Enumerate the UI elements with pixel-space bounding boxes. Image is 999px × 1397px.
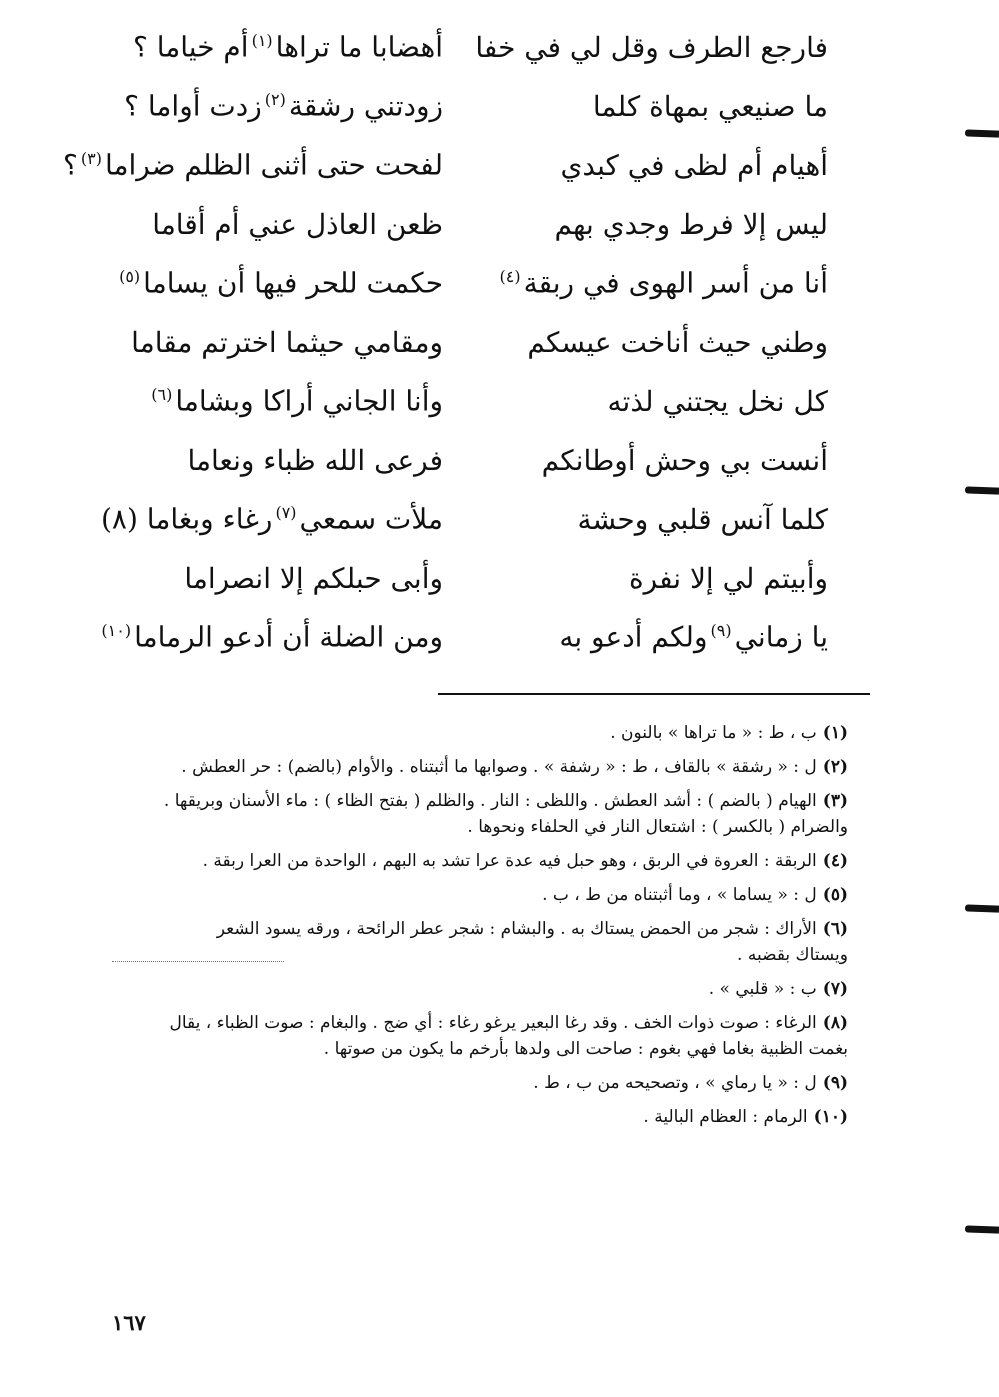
footnote-reference: (٣) (80, 149, 102, 169)
binding-mark (965, 129, 999, 137)
footnote-reference: (٤) (499, 267, 521, 287)
hemistich-text: يا زماني (734, 620, 828, 654)
footnote (104, 882, 848, 908)
footnote-text: ل : « يا رماي » ، وتصحيحه من ب ، ط . (533, 1073, 817, 1093)
binding-mark (965, 486, 999, 494)
verse-line (98, 18, 828, 77)
footnote-text: ب : « قلبي » . (708, 979, 817, 999)
second-hemistich (62, 148, 443, 182)
footnote-text: ب ، ط : « ما تراها » بالنون . (610, 723, 817, 743)
footnote-text: ل : « يساما » ، وما أثبتناه من ط ، ب . (542, 885, 817, 905)
footnote (104, 976, 848, 1002)
footnote (104, 788, 848, 840)
hemistich-text: ملأت سمعي (299, 502, 443, 536)
footnote (104, 1104, 848, 1130)
verse-line (98, 195, 828, 254)
first-hemistich: كلما آنس قلبي وحشة (577, 502, 828, 536)
footnote (104, 754, 848, 780)
footnote-reference: (٥) (119, 267, 141, 287)
footnote-number: (٩) (822, 1073, 848, 1093)
footnote-reference: (١) (251, 31, 273, 51)
second-hemistich (98, 89, 443, 123)
first-hemistich: فارجع الطرف وقل لي في خفا (475, 30, 828, 64)
binding-mark (965, 904, 999, 912)
footnote-number: (١) (822, 723, 848, 743)
footnote-text: ل : « رشقة » بالقاف ، ط : « رشفة » . وصوابها ما أثبتناه . والأوام (بالضم) : حر العطش . (181, 757, 817, 777)
hemistich-text: زدت أواما ؟ (124, 89, 262, 123)
footnote (104, 1010, 848, 1062)
footnote (104, 720, 848, 746)
verse-line (98, 254, 828, 313)
first-hemistich: أنست بي وحش أوطانكم (541, 443, 828, 477)
second-hemistich (98, 207, 443, 241)
footnote (104, 848, 848, 874)
hemistich-text: رغاء وبغاما (٨) (100, 502, 273, 536)
footnote-text: الهيام ( بالضم ) : أشد العطش . واللظى : النار . والظلم ( بفتح الظاء ) : ماء الأسنان وبريقها . (163, 791, 817, 811)
footnote-continuation: ويستاك بقضبه . (737, 945, 848, 965)
footnote-reference: (٩) (710, 621, 732, 641)
binding-mark (965, 1225, 999, 1233)
footnote-number: (٥) (822, 885, 848, 905)
footnote-continuation: بغمت الظبية بغاما فهي بغوم : صاحت الى ولدها بأرخم ما يكون من صوتها . (323, 1039, 848, 1059)
footnote-reference: (١٠) (101, 621, 132, 641)
hemistich-text: أهضابا ما تراها (275, 30, 443, 64)
second-hemistich (98, 325, 443, 359)
hemistich-text: لفحت حتى أثنى الظلم ضراما (104, 148, 443, 182)
poem-block (62, 18, 828, 667)
footnote-number: (٢) (822, 757, 848, 777)
hemistich-text: ؟ (62, 148, 78, 182)
footnote-separator (438, 693, 870, 695)
footnote-number: (٨) (822, 1013, 848, 1033)
footnote-text: الرغاء : صوت ذوات الخف . وقد رغا البعير يرغو رغاء : أي ضج . والبغام : صوت الظباء ، يقال (169, 1013, 817, 1033)
hemistich-text: وأبى حبلكم إلا انصراما (184, 561, 443, 595)
second-hemistich (98, 30, 443, 64)
scan-artifact-line (112, 961, 284, 962)
verse-line (98, 608, 828, 667)
first-hemistich: كل نخل يجتني لذته (607, 384, 828, 418)
second-hemistich (98, 502, 443, 536)
footnote-number: (٣) (822, 791, 848, 811)
hemistich-text: حكمت للحر فيها أن يساما (143, 266, 443, 300)
footnote-reference: (٧) (275, 503, 297, 523)
verse-line (98, 431, 828, 490)
hemistich-text: أم خياما ؟ (132, 30, 249, 64)
verse-line (98, 313, 828, 372)
hemistich-text: ومن الضلة أن أدعو الرماما (134, 620, 443, 654)
hemistich-text: فرعى الله ظباء ونعاما (187, 443, 443, 477)
second-hemistich (98, 443, 443, 477)
footnote-number: (٤) (822, 851, 848, 871)
first-hemistich: ليس إلا فرط وجدي بهم (554, 207, 828, 241)
second-hemistich (98, 561, 443, 595)
hemistich-text: وأنا الجاني أراكا وبشاما (175, 384, 443, 418)
hemistich-text: أنا من أسر الهوى في ربقة (523, 266, 828, 300)
verse-line (98, 77, 828, 136)
footnote (104, 1070, 848, 1096)
footnote-number: (٧) (822, 979, 848, 999)
first-hemistich: أهيام أم لظى في كبدي (560, 148, 828, 182)
hemistich-text: ولكم أدعو به (559, 620, 708, 654)
verse-line (98, 490, 828, 549)
first-hemistich (483, 266, 828, 300)
footnote-number: (١٠) (813, 1107, 848, 1127)
first-hemistich: وطني حيث أناخت عيسكم (527, 325, 828, 359)
hemistich-text: ومقامي حيثما اخترتم مقاما (131, 325, 443, 359)
hemistich-text: ظعن العاذل عني أم أقاما (152, 207, 443, 241)
footnote-reference: (٦) (151, 385, 173, 405)
verse-line (62, 136, 828, 195)
second-hemistich (98, 620, 443, 654)
verse-line (98, 549, 828, 608)
footnote-number: (٦) (822, 919, 848, 939)
first-hemistich (483, 620, 828, 654)
footnote-text: الربقة : العروة في الربق ، وهو حبل فيه عدة عرا تشد به البهم ، الواحدة من العرا ربقة . (202, 851, 817, 871)
footnote-continuation: والضرام ( بالكسر ) : اشتعال النار في الحلفاء ونحوها . (467, 817, 848, 837)
second-hemistich (98, 266, 443, 300)
first-hemistich: ما صنيعي بمهاة كلما (592, 89, 828, 123)
footnote-text: الأراك : شجر من الحمض يستاك به . والبشام : شجر عطر الرائحة ، ورقه يسود الشعر (216, 919, 817, 939)
footnotes-block (104, 720, 848, 1138)
hemistich-text: زودتني رشقة (288, 89, 443, 123)
first-hemistich: وأبيتم لي إلا نفرة (628, 561, 828, 595)
footnote-text: الرمام : العظام البالية . (643, 1107, 808, 1127)
footnote-reference: (٢) (264, 90, 286, 110)
page-number: ١٦٧ (112, 1310, 146, 1335)
second-hemistich (98, 384, 443, 418)
verse-line (98, 372, 828, 431)
